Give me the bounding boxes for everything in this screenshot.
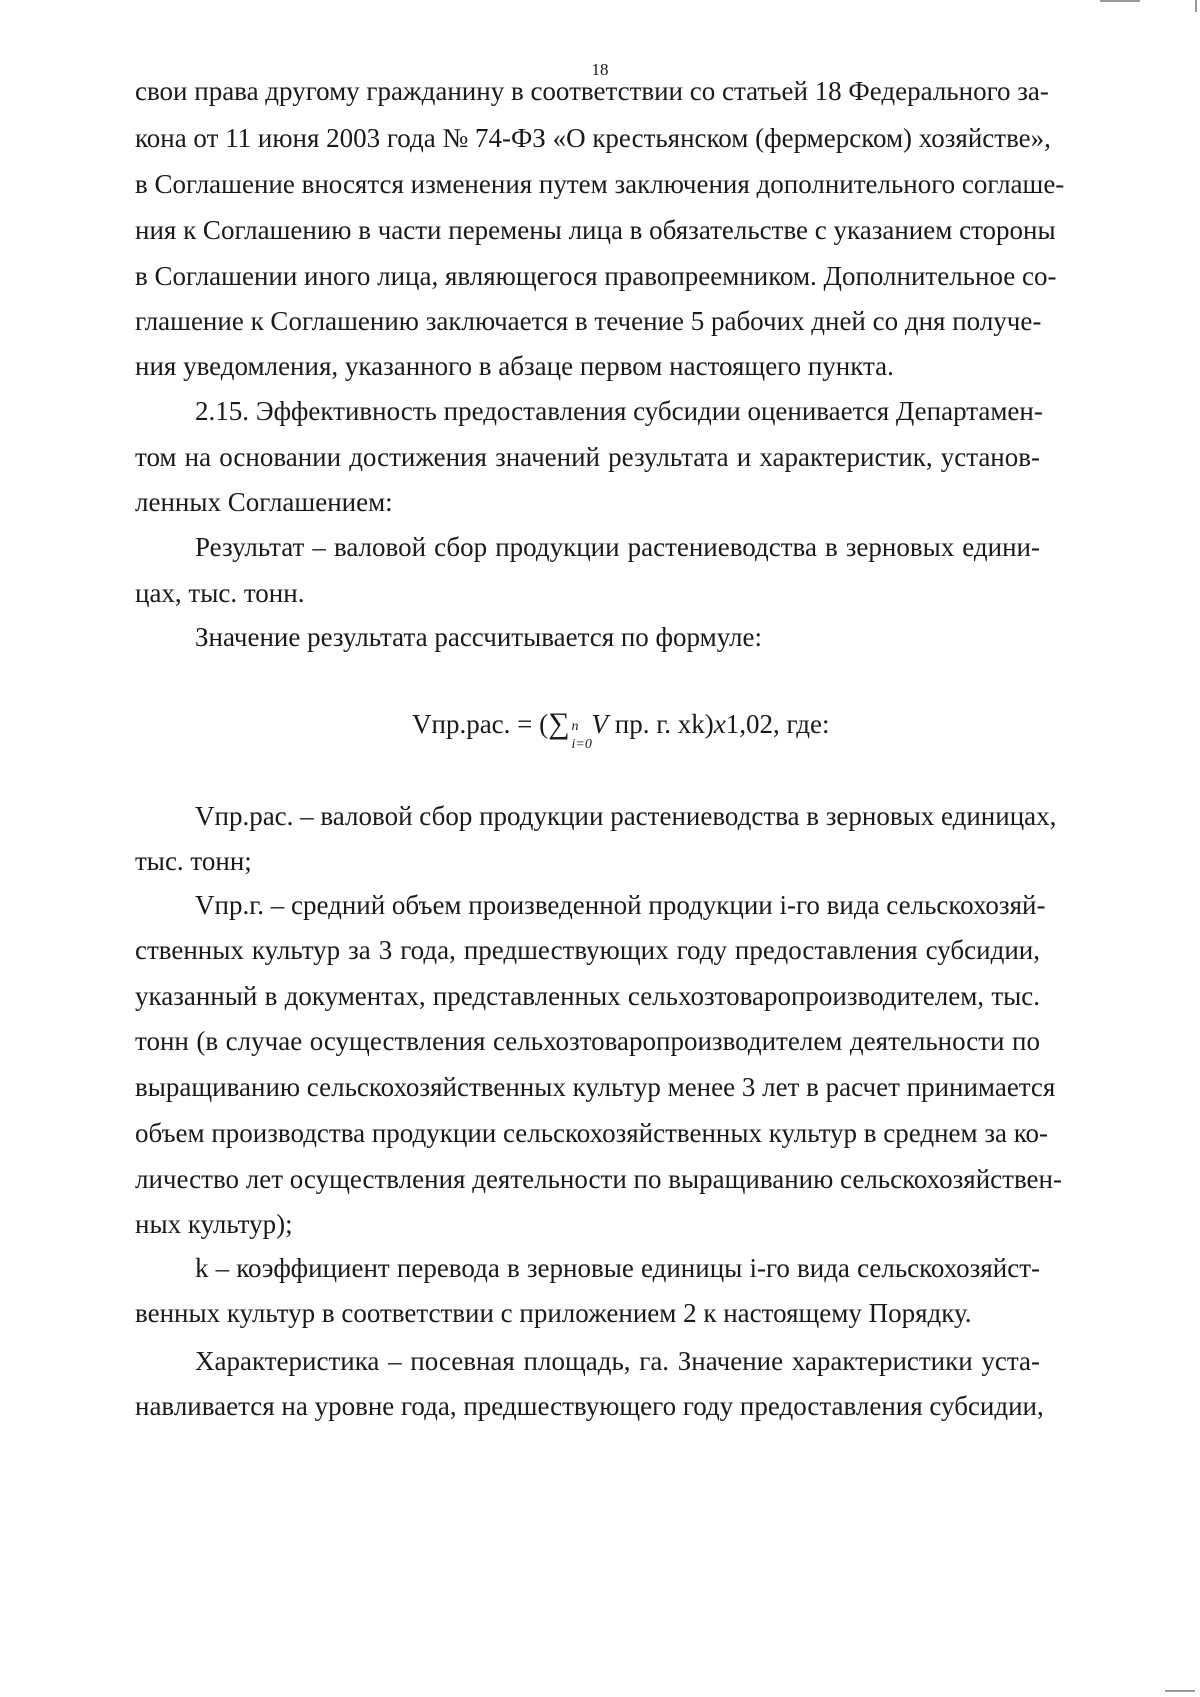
- text-line: цах, тыс. тонн.: [135, 578, 305, 608]
- formula-variable: V: [591, 709, 609, 739]
- text-line: навливается на уровне года, предшествующего году предоставления субсидии,: [135, 1391, 1044, 1421]
- text-line: том на основании достижения значений результата и характеристик, установ-: [135, 442, 1040, 472]
- text-line: в Соглашение вносятся изменения путем заключения дополнительного соглаше-: [135, 169, 1065, 199]
- sum-upper-limit: n: [571, 718, 579, 734]
- text-line: кона от 11 июня 2003 года № 74-ФЗ «О крестьянском (фермерском) хозяйстве»,: [135, 123, 1051, 153]
- text-line: тонн (в случае осуществления сельхозтоваропроизводителем деятельности по: [135, 1026, 1040, 1056]
- text-line: ственных культур за 3 года, предшествующих году предоставления субсидии,: [135, 935, 1040, 965]
- scan-artifact: [1195, 0, 1197, 12]
- text-line: указанный в документах, представленных сельхозтоваропроизводителем, тыс.: [135, 981, 1040, 1011]
- text-line: глашение к Соглашению заключается в течение 5 рабочих дней со дня получе-: [135, 306, 1042, 336]
- text-line: в Соглашении иного лица, являющегося правопреемником. Дополнительное со-: [135, 261, 1057, 291]
- text-line: тыс. тонн;: [135, 846, 252, 876]
- text-line: 2.15. Эффективность предоставления субсидии оценивается Департамен-: [195, 396, 1043, 426]
- scan-artifact: [1100, 0, 1140, 2]
- text-line: k – коэффициент перевода в зерновые единицы i-го вида сельскохозяйст-: [195, 1253, 1040, 1283]
- formula-factor: 1,02: [725, 709, 773, 739]
- text-line: Vпр.рас. – валовой сбор продукции растениеводства в зерновых единицах,: [195, 801, 1057, 831]
- text-line: Результат – валовой сбор продукции растениеводства в зерновых едини-: [195, 532, 1040, 562]
- text-line: объем производства продукции сельскохозяйственных культур в среднем за ко-: [135, 1118, 1049, 1148]
- text-line: выращиванию сельскохозяйственных культур менее 3 лет в расчет принимается: [135, 1072, 1056, 1102]
- scan-artifact: [1165, 1690, 1195, 1692]
- text-line: личество лет осуществления деятельности по выращиванию сельскохозяйствен-: [135, 1164, 1062, 1194]
- text-line: ния к Соглашению в части перемены лица в обязательстве с указанием стороны: [135, 215, 1056, 245]
- sum-limits: [570, 717, 592, 752]
- text-line: венных культур в соответствии с приложением 2 к настоящему Порядку.: [135, 1298, 972, 1328]
- formula-suffix: , где:: [773, 709, 830, 739]
- formula-term: пр. г. xk): [608, 709, 714, 739]
- sum-symbol: ∑: [548, 707, 570, 740]
- text-line: свои права другому гражданину в соответствии со статьей 18 Федерального за-: [135, 76, 1049, 106]
- text-line: Характеристика – посевная площадь, га. Значение характеристики уста-: [195, 1346, 1040, 1376]
- formula-lhs: Vпр.рас. = (: [412, 709, 549, 739]
- sum-lower-limit: i=0: [571, 736, 592, 752]
- page-number: 18: [591, 60, 609, 79]
- text-line: ния уведомления, указанного в абзаце первом настоящего пункта.: [135, 351, 894, 381]
- text-line: ленных Соглашением:: [135, 487, 393, 517]
- text-line: Vпр.г. – средний объем произведенной продукции i-го вида сельскохозяй-: [195, 890, 1046, 920]
- formula: [412, 704, 830, 752]
- text-line: ных культур);: [135, 1209, 293, 1239]
- text-line: Значение результата рассчитывается по формуле:: [195, 622, 762, 652]
- formula-times: x: [713, 709, 726, 739]
